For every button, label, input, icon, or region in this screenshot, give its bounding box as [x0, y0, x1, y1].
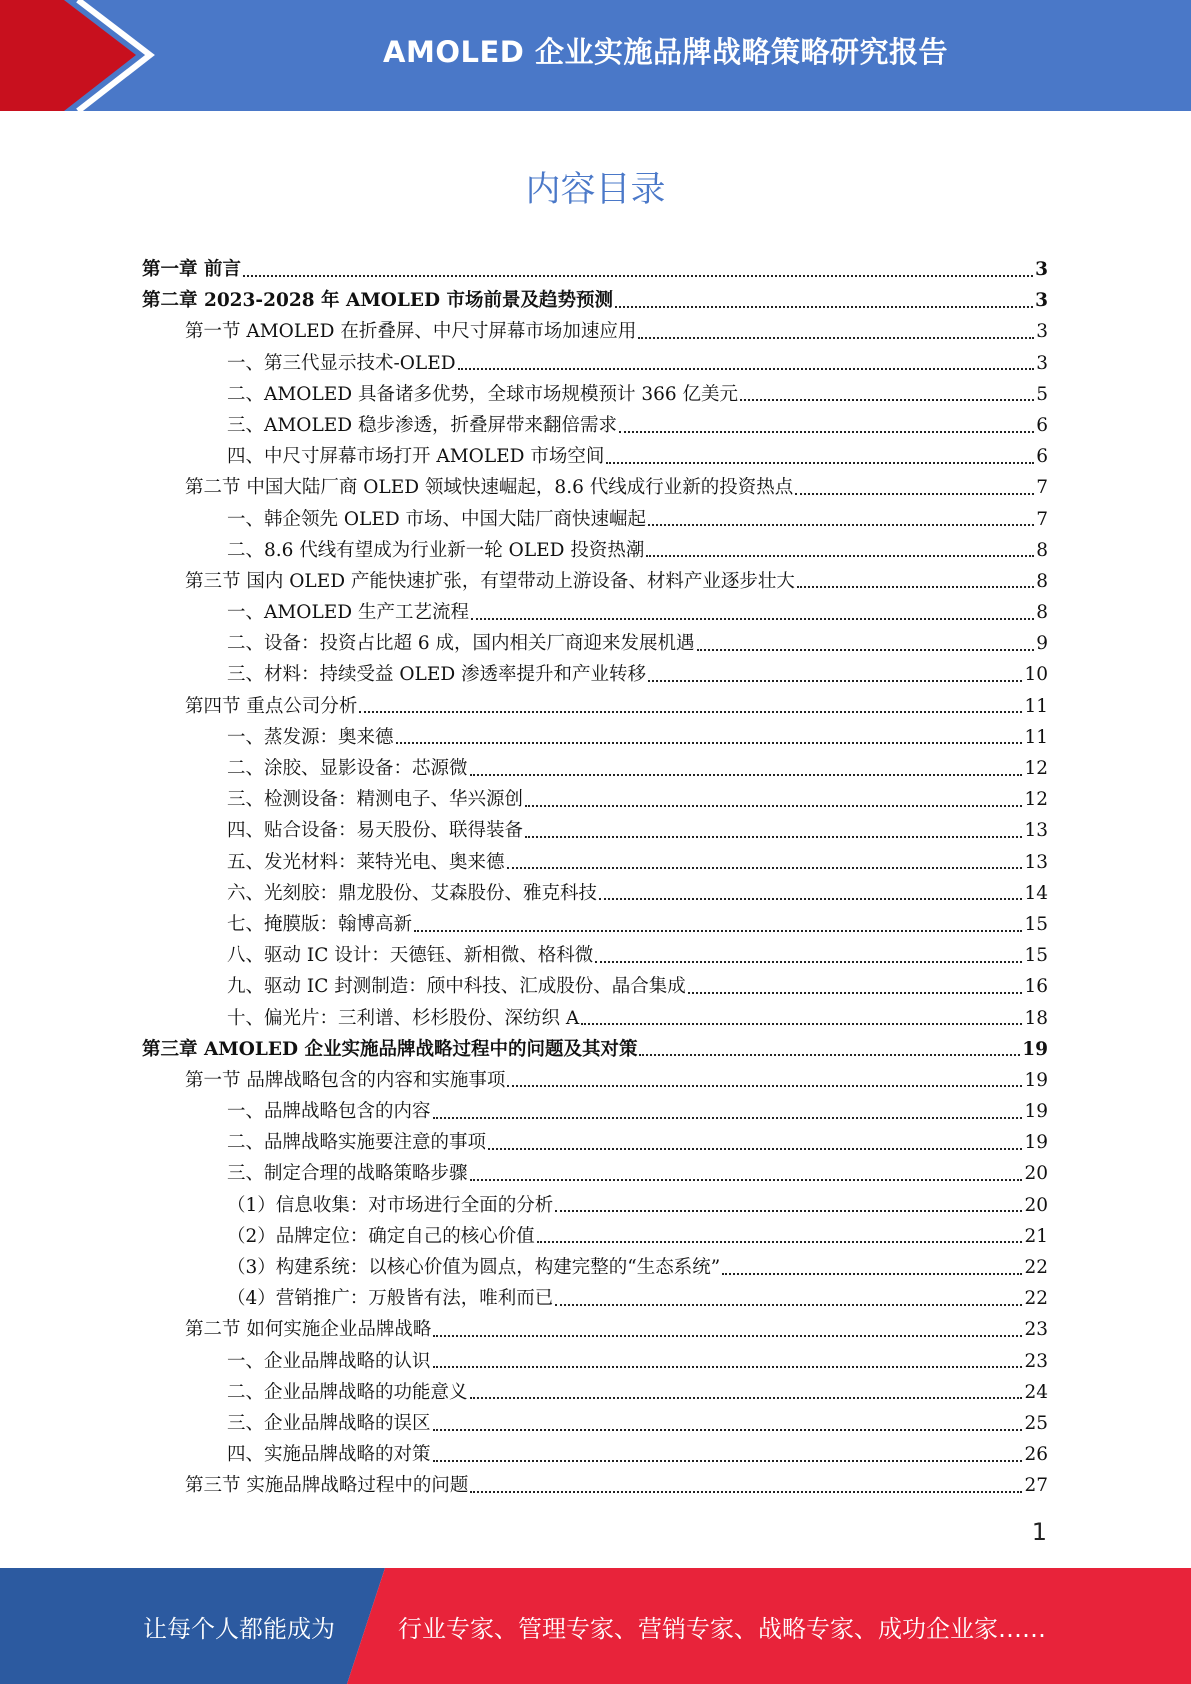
- toc-entry[interactable]: [142, 1127, 1048, 1158]
- toc-entry[interactable]: [142, 1470, 1048, 1501]
- toc-entry-page: 22: [1024, 1288, 1048, 1310]
- toc-entry-title: 四、贴合设备：易天股份、联得装备: [227, 820, 524, 842]
- toc-entry-title: 三、AMOLED 稳步渗透，折叠屏带来翻倍需求: [227, 414, 617, 436]
- toc-dot-leader: [470, 774, 1023, 776]
- toc-dot-leader: [648, 524, 1034, 526]
- toc-entry-page: 6: [1036, 446, 1048, 468]
- toc-entry-title: 十、偏光片：三利谱、杉杉股份、深纺织 A: [227, 1007, 580, 1029]
- toc-entry-title: 一、第三代显示技术-OLED: [227, 352, 456, 374]
- toc-dot-leader: [359, 711, 1022, 713]
- toc-entry-title: 六、光刻胶：鼎龙股份、艾森股份、雅克科技: [227, 882, 598, 904]
- toc-entry[interactable]: [142, 410, 1048, 441]
- toc-entry-page: 3: [1035, 290, 1048, 312]
- toc-dot-leader: [243, 275, 1033, 277]
- toc-entry-title: 第一章 前言: [142, 259, 241, 280]
- toc-dot-leader: [555, 1304, 1022, 1306]
- toc-entry[interactable]: [142, 1377, 1048, 1408]
- toc-heading: 内容目录: [525, 170, 666, 210]
- toc-entry-page: 5: [1036, 383, 1048, 405]
- toc-entry[interactable]: [142, 1408, 1048, 1439]
- footer-banner: [0, 1568, 1191, 1684]
- toc-entry-title: 三、材料：持续受益 OLED 渗透率提升和产业转移: [227, 664, 647, 686]
- toc-entry-title: 九、驱动 IC 封测制造：颀中科技、汇成股份、晶合集成: [227, 976, 686, 998]
- toc-entry[interactable]: [142, 1190, 1048, 1221]
- toc-entry[interactable]: [142, 1252, 1048, 1283]
- toc-dot-leader: [722, 1273, 1022, 1275]
- toc-entry-title: 三、企业品牌战略的误区: [227, 1412, 431, 1434]
- footer-slogan-right: 行业专家、管理专家、营销专家、战略专家、成功企业家……: [398, 1614, 1046, 1643]
- toc-entry-title: （2）品牌定位：确定自己的核心价值: [227, 1225, 535, 1247]
- toc-entry-page: 18: [1024, 1007, 1048, 1029]
- toc-entry-page: 21: [1024, 1225, 1048, 1247]
- toc-entry-page: 27: [1024, 1475, 1048, 1497]
- toc-entry-title: 第三节 实施品牌战略过程中的问题: [185, 1475, 469, 1497]
- toc-entry[interactable]: [142, 1346, 1048, 1377]
- toc-entry-title: 三、制定合理的战略策略步骤: [227, 1163, 468, 1185]
- toc-entry-title: 一、品牌战略包含的内容: [227, 1101, 431, 1123]
- toc-entry-page: 8: [1036, 539, 1048, 561]
- toc-dot-leader: [470, 1179, 1023, 1181]
- toc-entry[interactable]: [142, 1096, 1048, 1127]
- toc-entry-title: 七、掩膜版：翰博高新: [227, 913, 413, 935]
- toc-dot-leader: [433, 1117, 1023, 1119]
- toc-dot-leader: [599, 898, 1022, 900]
- toc-dot-leader: [470, 1397, 1023, 1399]
- toc-entry[interactable]: [142, 441, 1048, 472]
- toc-entry-page: 19: [1024, 1132, 1048, 1154]
- toc-entry[interactable]: [142, 878, 1048, 909]
- toc-entry[interactable]: [142, 597, 1048, 628]
- toc-entry[interactable]: [142, 815, 1048, 846]
- toc-entry[interactable]: [142, 784, 1048, 815]
- toc-entry-title: 第三章 AMOLED 企业实施品牌战略过程中的问题及其对策: [142, 1038, 638, 1060]
- toc-dot-leader: [458, 368, 1035, 370]
- toc-entry-page: 13: [1024, 820, 1048, 842]
- toc-entry-page: 3: [1035, 259, 1048, 280]
- toc-entry[interactable]: [142, 1003, 1048, 1034]
- toc-dot-leader: [555, 1210, 1022, 1212]
- toc-dot-leader: [646, 555, 1034, 557]
- toc-entry-title: 二、品牌战略实施要注意的事项: [227, 1132, 487, 1154]
- toc-entry-page: 12: [1024, 789, 1048, 811]
- toc-entry[interactable]: [142, 722, 1048, 753]
- toc-entry-page: 6: [1036, 414, 1048, 436]
- toc-dot-leader: [525, 836, 1022, 838]
- toc-dot-leader: [581, 1023, 1022, 1025]
- toc-entry-title: 四、中尺寸屏幕市场打开 AMOLED 市场空间: [227, 446, 605, 468]
- toc-dot-leader: [639, 1054, 1020, 1056]
- toc-dot-leader: [648, 680, 1022, 682]
- toc-entry[interactable]: [142, 254, 1048, 285]
- toc-dot-leader: [433, 1366, 1023, 1368]
- toc-entry-title: 第三节 国内 OLED 产能快速扩张，有望带动上游设备、材料产业逐步壮大: [185, 570, 795, 592]
- toc-entry-page: 12: [1024, 758, 1048, 779]
- toc-dot-leader: [537, 1241, 1023, 1243]
- toc-entry[interactable]: [142, 1065, 1048, 1096]
- toc-entry[interactable]: [142, 659, 1048, 690]
- toc-dot-leader: [396, 742, 1023, 744]
- toc-entry-page: 15: [1024, 945, 1048, 967]
- toc-dot-leader: [619, 431, 1034, 433]
- toc-entry-title: 第一节 AMOLED 在折叠屏、中尺寸屏幕市场加速应用: [185, 321, 637, 343]
- toc-entry-page: 22: [1024, 1257, 1048, 1278]
- toc-entry-page: 10: [1024, 664, 1048, 686]
- toc-entry-title: 二、设备：投资占比超 6 成，国内相关厂商迎来发展机遇: [227, 633, 695, 655]
- toc-entry[interactable]: [142, 940, 1048, 971]
- toc-dot-leader: [595, 961, 1022, 963]
- toc-entry-page: 3: [1036, 352, 1048, 374]
- toc-entry-page: 16: [1024, 976, 1048, 998]
- toc-entry[interactable]: [142, 1034, 1048, 1065]
- toc-entry[interactable]: [142, 909, 1048, 940]
- toc-entry[interactable]: [142, 1221, 1048, 1252]
- toc-entry[interactable]: [142, 1439, 1048, 1470]
- toc-entry-page: 13: [1024, 851, 1048, 873]
- toc-dot-leader: [606, 462, 1034, 464]
- toc-entry-page: 19: [1024, 1101, 1048, 1123]
- toc-entry-title: 一、AMOLED 生产工艺流程: [227, 602, 469, 624]
- report-title: AMOLED 企业实施品牌战略策略研究报告: [383, 34, 948, 69]
- toc-entry[interactable]: [142, 628, 1048, 659]
- toc-entry-title: 第二节 中国大陆厂商 OLED 领域快速崛起，8.6 代线成行业新的投资热点: [185, 477, 794, 499]
- toc-entry[interactable]: [142, 348, 1048, 379]
- toc-entry-page: 20: [1024, 1163, 1048, 1185]
- toc-entry-title: 一、蒸发源：奥来德: [227, 726, 394, 748]
- table-of-contents: [142, 254, 1048, 1502]
- toc-dot-leader: [433, 1460, 1023, 1462]
- toc-entry-page: 26: [1024, 1444, 1048, 1466]
- toc-entry-title: 二、AMOLED 具备诸多优势，全球市场规模预计 366 亿美元: [227, 383, 739, 405]
- toc-entry-title: 三、检测设备：精测电子、华兴源创: [227, 789, 524, 811]
- toc-entry-title: 一、企业品牌战略的认识: [227, 1350, 431, 1372]
- toc-entry-page: 14: [1024, 882, 1048, 904]
- toc-entry-page: 8: [1036, 602, 1048, 624]
- toc-entry[interactable]: [142, 285, 1048, 316]
- footer-slogan-left: 让每个人都能成为: [143, 1614, 335, 1643]
- toc-dot-leader: [797, 586, 1034, 588]
- toc-entry-page: 19: [1022, 1038, 1048, 1060]
- toc-entry[interactable]: [142, 753, 1048, 784]
- toc-entry-title: 八、驱动 IC 设计：天德钰、新相微、格科微: [227, 945, 594, 967]
- toc-entry-page: 15: [1024, 913, 1048, 935]
- toc-entry-page: 23: [1024, 1319, 1048, 1341]
- toc-entry[interactable]: [142, 566, 1048, 597]
- toc-dot-leader: [507, 1085, 1022, 1087]
- toc-entry-title: 第一节 品牌战略包含的内容和实施事项: [185, 1069, 506, 1091]
- toc-entry-title: （4）营销推广：万般皆有法，唯利而已: [227, 1288, 554, 1310]
- toc-entry-page: 9: [1036, 633, 1048, 655]
- toc-entry-page: 25: [1024, 1412, 1048, 1434]
- toc-entry-title: 二、涂胶、显影设备：芯源微: [227, 758, 468, 779]
- toc-dot-leader: [615, 306, 1033, 308]
- toc-dot-leader: [433, 1429, 1023, 1431]
- toc-entry-title: 五、发光材料：莱特光电、奥来德: [227, 851, 505, 873]
- toc-entry-title: 二、企业品牌战略的功能意义: [227, 1381, 468, 1403]
- toc-dot-leader: [433, 1335, 1022, 1337]
- toc-entry-title: 四、实施品牌战略的对策: [227, 1444, 431, 1466]
- toc-entry-title: （3）构建系统：以核心价值为圆点，构建完整的“生态系统”: [227, 1257, 721, 1278]
- toc-entry-title: 第二节 如何实施企业品牌战略: [185, 1319, 432, 1341]
- header-banner: [0, 0, 1191, 111]
- toc-entry-page: 7: [1036, 477, 1048, 499]
- toc-dot-leader: [697, 649, 1035, 651]
- toc-dot-leader: [795, 493, 1034, 495]
- toc-entry[interactable]: [142, 1283, 1048, 1314]
- toc-entry-page: 20: [1024, 1194, 1048, 1216]
- toc-entry-page: 7: [1036, 508, 1048, 530]
- toc-entry-page: 11: [1024, 726, 1048, 748]
- toc-entry-page: 8: [1036, 570, 1048, 592]
- toc-entry-title: 二、8.6 代线有望成为行业新一轮 OLED 投资热潮: [227, 539, 645, 561]
- toc-entry[interactable]: [142, 472, 1048, 503]
- toc-entry-title: 第二章 2023-2028 年 AMOLED 市场前景及趋势预测: [142, 290, 614, 312]
- toc-entry[interactable]: [142, 691, 1048, 722]
- toc-entry-page: 11: [1024, 695, 1048, 717]
- toc-entry[interactable]: [142, 1158, 1048, 1189]
- toc-entry-title: 第四节 重点公司分析: [185, 695, 358, 717]
- toc-dot-leader: [471, 618, 1034, 620]
- toc-dot-leader: [414, 930, 1022, 932]
- page-number: 1: [1031, 1518, 1047, 1546]
- toc-dot-leader: [488, 1148, 1022, 1150]
- toc-entry[interactable]: [142, 535, 1048, 566]
- toc-dot-leader: [740, 399, 1034, 401]
- toc-dot-leader: [688, 992, 1023, 994]
- toc-entry-title: （1）信息收集：对市场进行全面的分析: [227, 1194, 554, 1216]
- toc-entry-title: 一、韩企领先 OLED 市场、中国大陆厂商快速崛起: [227, 508, 647, 530]
- toc-dot-leader: [638, 337, 1034, 339]
- toc-entry[interactable]: [142, 971, 1048, 1002]
- toc-entry[interactable]: [142, 379, 1048, 410]
- toc-entry-page: 3: [1036, 321, 1048, 343]
- toc-entry[interactable]: [142, 316, 1048, 347]
- toc-entry-page: 23: [1024, 1350, 1048, 1372]
- toc-entry[interactable]: [142, 1314, 1048, 1345]
- toc-entry[interactable]: [142, 504, 1048, 535]
- toc-entry-page: 19: [1024, 1069, 1048, 1091]
- toc-dot-leader: [525, 805, 1022, 807]
- toc-dot-leader: [507, 867, 1023, 869]
- toc-entry[interactable]: [142, 847, 1048, 878]
- toc-dot-leader: [470, 1491, 1022, 1493]
- toc-entry-page: 24: [1024, 1381, 1048, 1403]
